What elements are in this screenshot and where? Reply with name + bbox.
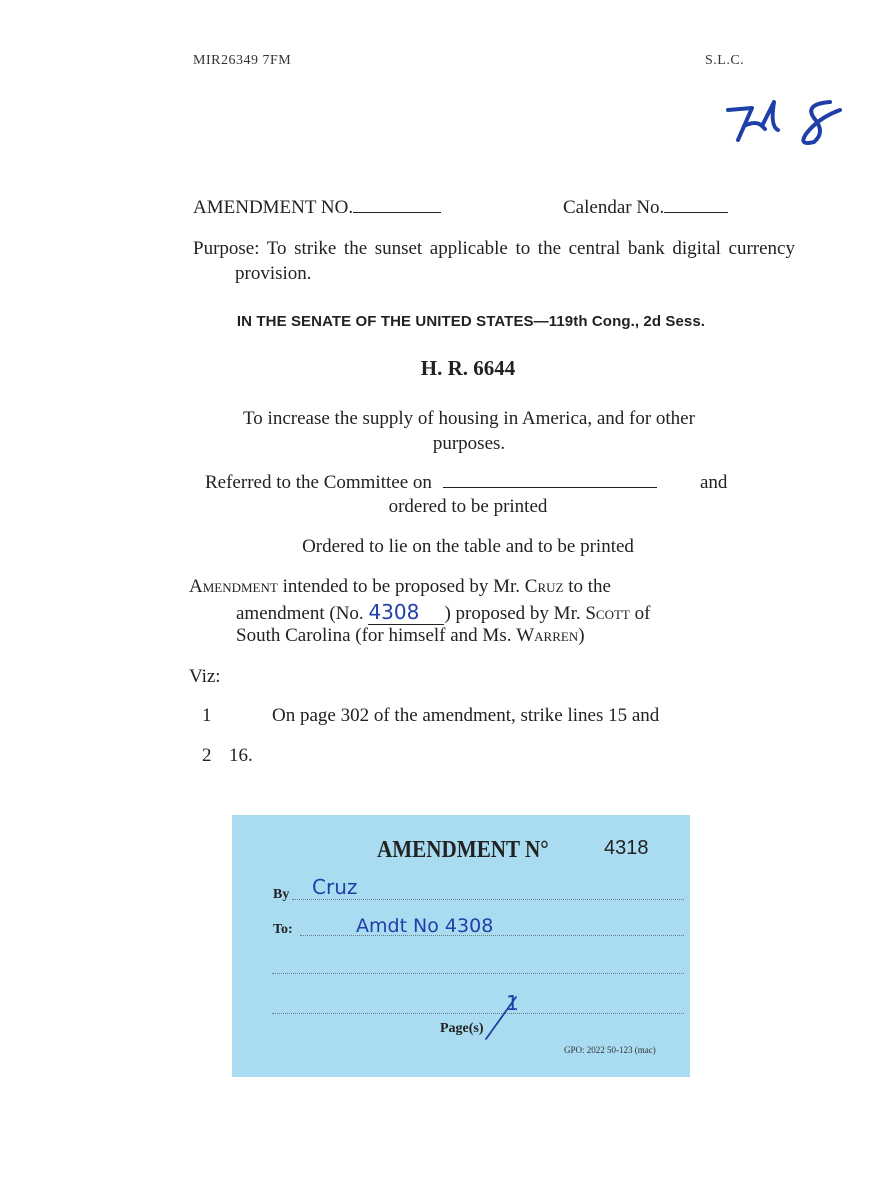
calendar-number-label: Calendar No. bbox=[563, 197, 665, 218]
purpose bbox=[193, 236, 795, 286]
intended-line-3 bbox=[236, 625, 585, 647]
handwritten-amendment-number: 4308 bbox=[368, 600, 444, 625]
amendment-caps: Amendment bbox=[189, 576, 278, 597]
slc-label: S.L.C. bbox=[705, 53, 745, 68]
card-blank-rule-2 bbox=[272, 1013, 684, 1014]
line-number-1: 1 bbox=[202, 705, 212, 726]
calendar-number-row bbox=[563, 197, 728, 219]
intended-line-2 bbox=[236, 600, 746, 625]
card-by-rule bbox=[292, 899, 684, 900]
card-gpo-footer: GPO: 2022 50-123 (mac) bbox=[564, 1045, 656, 1055]
card-to-value: Amdt No 4308 bbox=[356, 915, 494, 937]
card-page-value: 1 bbox=[506, 991, 519, 1015]
senate-session-line: IN THE SENATE OF THE UNITED STATES—119th Cong., 2d Sess. bbox=[236, 313, 706, 330]
line-text-2: 16. bbox=[229, 745, 253, 766]
proposed-by-text: ) proposed by Mr. bbox=[444, 603, 581, 624]
intended-text: intended to be proposed by Mr. bbox=[282, 576, 521, 597]
of-text: of bbox=[634, 603, 651, 624]
referred-suffix: and bbox=[700, 472, 728, 493]
referred-line-2: ordered to be printed bbox=[388, 496, 548, 517]
sponsor-cruz: Cruz bbox=[524, 576, 564, 597]
card-blank-rule-1 bbox=[272, 973, 684, 974]
bill-title-line-2: purposes. bbox=[432, 433, 506, 454]
viz-label: Viz: bbox=[189, 666, 221, 687]
amendment-number-label: AMENDMENT NO. bbox=[193, 197, 354, 218]
card-to-rule bbox=[300, 935, 684, 936]
card-to-label: To: bbox=[273, 922, 293, 937]
card-page-label: Page(s) bbox=[440, 1021, 484, 1036]
bill-number: H. R. 6644 bbox=[420, 356, 516, 380]
amendment-no-prefix: amendment (No. bbox=[236, 603, 364, 624]
referred-row bbox=[205, 472, 657, 494]
amendment-number-row bbox=[193, 197, 441, 219]
closing-paren: ) bbox=[578, 625, 585, 646]
sponsor-scott: Scott bbox=[585, 603, 630, 624]
purpose-text: To strike the sunset applicable to the central bank digital currency provision. bbox=[235, 238, 795, 284]
bill-title-line-1: To increase the supply of housing in America, and for other bbox=[243, 408, 695, 429]
to-the-text: to the bbox=[568, 576, 611, 597]
card-amendment-number: 4318 bbox=[604, 837, 649, 859]
line-number-2: 2 bbox=[202, 745, 212, 766]
cosponsor-warren: Warren bbox=[516, 625, 579, 646]
amendment-number-blank bbox=[353, 212, 441, 213]
purpose-label: Purpose: bbox=[193, 238, 260, 259]
line-text-1: On page 302 of the amendment, strike lines 15 and bbox=[272, 705, 660, 726]
ordered-line: Ordered to lie on the table and to be printed bbox=[302, 536, 634, 557]
handwritten-mark-icon bbox=[722, 96, 872, 152]
intended-line-1 bbox=[189, 576, 745, 598]
south-carolina-text: South Carolina (for himself and Ms. bbox=[236, 625, 512, 646]
amendment-card bbox=[232, 815, 690, 1077]
referred-prefix: Referred to the Committee on bbox=[205, 472, 432, 493]
card-by-label: By bbox=[273, 887, 290, 902]
card-by-value: Cruz bbox=[312, 875, 358, 899]
card-title: AMENDMENT N° bbox=[377, 837, 549, 863]
card-page-slash-icon bbox=[480, 993, 520, 1043]
calendar-number-blank bbox=[664, 212, 728, 213]
document-id: MIR26349 7FM bbox=[193, 53, 292, 68]
committee-blank bbox=[443, 487, 657, 488]
